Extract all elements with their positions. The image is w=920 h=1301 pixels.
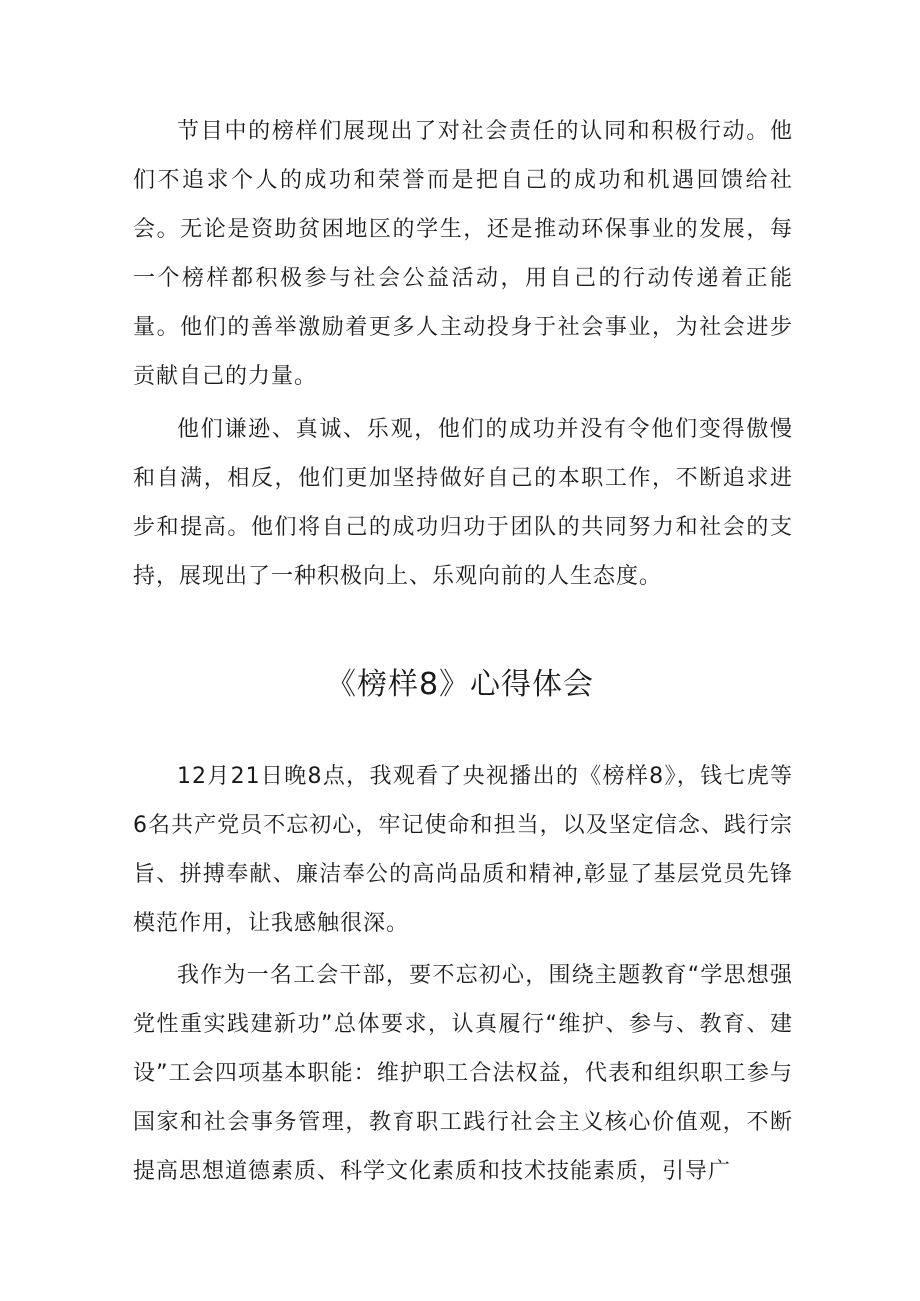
section-title: 《榜样8》心得体会 [325, 667, 595, 702]
paragraph-role-models-humility: 他们谦逊、真诚、乐观，他们的成功并没有令他们变得傲慢和自满，相反，他们更加坚持做好自己的本职工作，不断追求进步和提高。他们将自己的成功归功于团队的共同努力和社会的支持，展现出了一种积极向上、乐观向前的人生态度。 [133, 417, 793, 589]
paragraph-union-cadre: 我作为一名工会干部，要不忘初心，围绕主题教育“学思想强党性重实践建新功”总体要求，认真履行“维护、参与、教育、建设”工会四项基本职能：维护职工合法权益，代表和组织职工参与国家和社会事务管理，教育职工践行社会主义核心价值观，不断提高思想道德素质、科学文化素质和技术技能素质，引导广 [133, 963, 793, 1184]
paragraph-watching-program: 12月21日晚8点，我观看了央视播出的《榜样8》，钱七虎等6名共产党员不忘初心，牢记使命和担当，以及坚定信念、践行宗旨、拼搏奉献、廉洁奉公的高尚品质和精神,彰显了基层党员先锋模范作用，让我感触很深。 [133, 764, 793, 936]
paragraph-role-models-social-responsibility: 节目中的榜样们展现出了对社会责任的认同和积极行动。他们不追求个人的成功和荣誉而是把自己的成功和机遇回馈给社会。无论是资助贫困地区的学生，还是推动环保事业的发展，每一个榜样都积极参与社会公益活动，用自己的行动传递着正能量。他们的善举激励着更多人主动投身于社会事业，为社会进步贡献自己的力量。 [133, 119, 793, 389]
